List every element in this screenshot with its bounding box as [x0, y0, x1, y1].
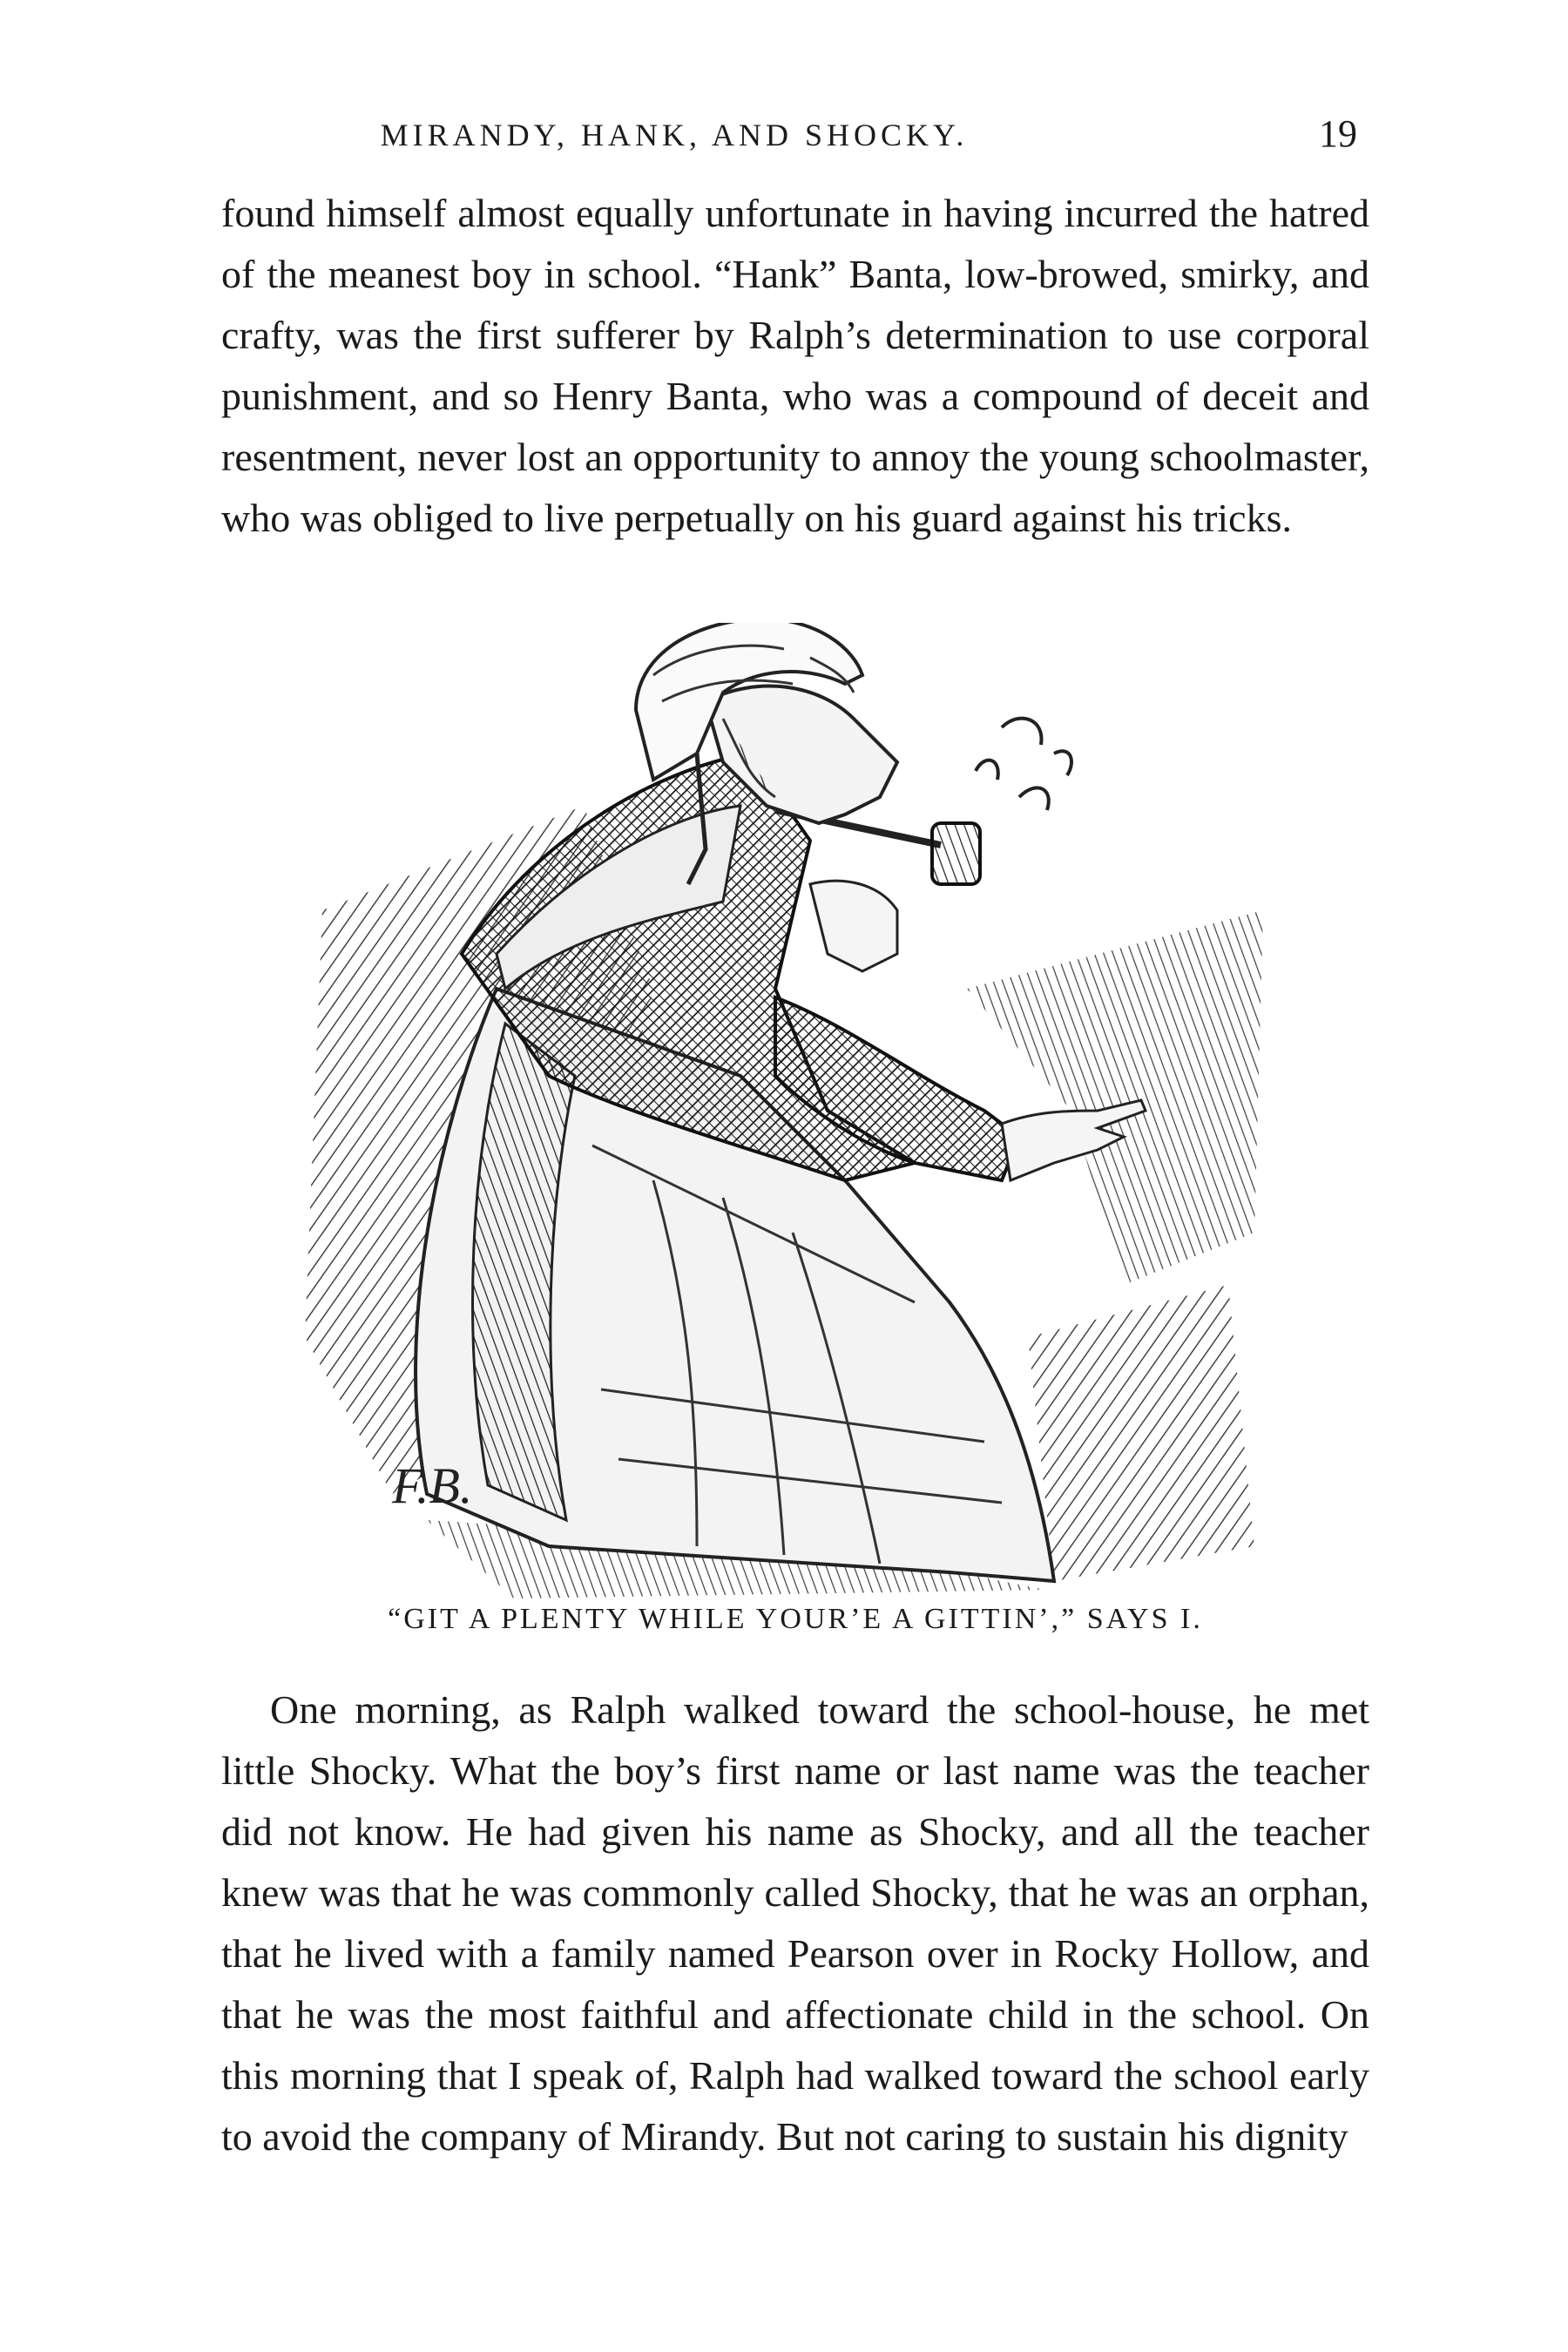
paragraph-continued: found himself almost equally unfortunate in having incurred the hatred of the meanest boy in school. “Hank” Banta, low-browed, smirky, and crafty, was the first sufferer by Ralph’s determination to use corporal punishment, and so Henry Banta, who was a compound of deceit and resentment, never lost an opportunity to annoy the young schoolmaster, who was obliged to live perpetually on his guard against his tricks.	[221, 191, 1369, 540]
artist-signature: F.B.	[392, 1457, 473, 1514]
illustration-caption: “GIT A PLENTY WHILE YOUR’E A GITTIN’,” SAYS I.	[388, 1603, 1203, 1635]
paragraph: One morning, as Ralph walked toward the school-house, he met little Shocky. What the boy’s first name or last name was the teacher did not know. He had given his name as Shocky, and all the teacher knew was that he was commonly called Shocky, that he was an orphan, that he lived with a family named Pearson over in Rocky Hollow, and that he was the most faithful and affectionate child in the school. On this morning that I speak of, Ralph had walked toward the school early to avoid the company of Mirandy. But not caring to sustain his dignity	[221, 1687, 1369, 2159]
pipe-hand	[810, 881, 897, 971]
woodcut-illustration-old-woman-with-pipe	[287, 623, 1281, 1607]
smoke-swirls	[976, 719, 1071, 810]
running-head	[0, 112, 1568, 164]
page-number: 19	[1319, 112, 1357, 155]
running-title: MIRANDY, HANK, AND SHOCKY.	[380, 118, 969, 152]
